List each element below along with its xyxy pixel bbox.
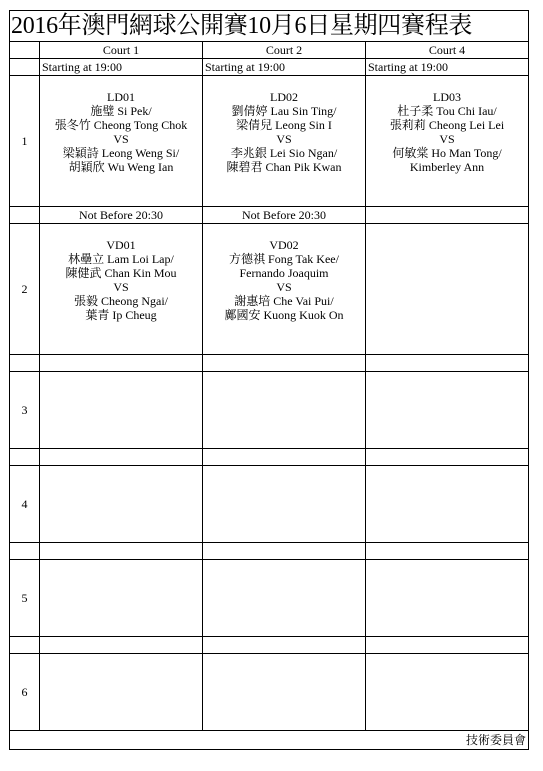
row-number: 2: [10, 224, 40, 355]
empty-match-cell: [203, 466, 366, 543]
empty-cell: [366, 637, 529, 654]
empty-match-cell: [203, 372, 366, 449]
player-line: 陳碧君 Chan Pik Kwan: [226, 160, 342, 174]
not-before-note-court-1: Not Before 20:30: [40, 207, 203, 224]
gap-row: [10, 637, 529, 654]
player-line: 梁倩兒 Leong Sin I: [236, 118, 332, 132]
empty-match-cell: [366, 466, 529, 543]
player-line: 梁穎詩 Leong Weng Si/: [62, 146, 180, 160]
empty-match-cell: [40, 466, 203, 543]
player-line: Fernando Joaquim: [239, 266, 329, 280]
match-row-2: [10, 224, 529, 355]
versus-label: VS: [439, 132, 455, 146]
court-header-4: Court 4: [366, 42, 529, 59]
court-header-2: Court 2: [203, 42, 366, 59]
empty-match-cell: [366, 560, 529, 637]
match-cell-ld02: [203, 76, 366, 207]
row-number: 3: [10, 372, 40, 449]
empty-cell: [366, 355, 529, 372]
court-header-row: [10, 42, 529, 59]
player-line: 陳健武 Chan Kin Mou: [65, 266, 177, 280]
schedule-table: [9, 10, 529, 750]
empty-cell: [40, 355, 203, 372]
empty-match-cell: [366, 224, 529, 355]
player-line: 劉倩婷 Lau Sin Ting/: [231, 104, 337, 118]
start-time-row: [10, 59, 529, 76]
empty-cell: [10, 449, 40, 466]
start-time-court-2: Starting at 19:00: [203, 59, 366, 76]
player-line: 葉青 Ip Cheug: [85, 308, 157, 322]
player-line: 胡穎欣 Wu Weng Ian: [68, 160, 174, 174]
player-line: 張莉莉 Cheong Lei Lei: [389, 118, 505, 132]
match-id: LD02: [270, 90, 298, 104]
empty-cell: [40, 543, 203, 560]
gap-row: [10, 355, 529, 372]
empty-match-cell: [203, 654, 366, 731]
start-time-court-1: Starting at 19:00: [40, 59, 203, 76]
player-line: 鄺國安 Kuong Kuok On: [224, 308, 344, 322]
match-id: VD01: [106, 238, 136, 252]
gap-row: [10, 543, 529, 560]
empty-match-cell: [40, 654, 203, 731]
match-cell-vd01: [40, 224, 203, 355]
empty-match-cell: [40, 560, 203, 637]
empty-cell: [203, 355, 366, 372]
empty-cell: [10, 637, 40, 654]
row-number: 6: [10, 654, 40, 731]
match-row-5: [10, 560, 529, 637]
empty-cell: [366, 543, 529, 560]
player-line: 施璧 Si Pek/: [90, 104, 152, 118]
match-row-6: [10, 654, 529, 731]
versus-label: VS: [276, 132, 292, 146]
player-line: Kimberley Ann: [409, 160, 485, 174]
corner-cell: [10, 59, 40, 76]
match-cell-vd02: [203, 224, 366, 355]
match-id: LD03: [433, 90, 462, 104]
footer-committee: 技術委員會: [10, 731, 529, 750]
empty-cell: [203, 449, 366, 466]
empty-match-cell: [203, 560, 366, 637]
empty-cell: [366, 449, 529, 466]
corner-cell: [10, 207, 40, 224]
versus-label: VS: [113, 132, 129, 146]
empty-match-cell: [366, 654, 529, 731]
empty-cell: [40, 637, 203, 654]
versus-label: VS: [113, 280, 129, 294]
page-title: 2016年澳門網球公開賽10月6日星期四賽程表: [10, 11, 529, 42]
player-line: 張冬竹 Cheong Tong Chok: [54, 118, 188, 132]
empty-match-cell: [40, 372, 203, 449]
match-id: VD02: [269, 238, 299, 252]
not-before-note-court-2: Not Before 20:30: [203, 207, 366, 224]
empty-cell: [203, 543, 366, 560]
match-cell-ld03: [366, 76, 529, 207]
player-line: 張毅 Cheong Ngai/: [74, 294, 168, 308]
match-cell-ld01: [40, 76, 203, 207]
player-line: 方德祺 Fong Tak Kee/: [229, 252, 339, 266]
empty-cell: [203, 637, 366, 654]
court-header-1: Court 1: [40, 42, 203, 59]
match-id: LD01: [107, 90, 135, 104]
player-line: 謝惠培 Che Vai Pui/: [234, 294, 334, 308]
schedule-sheet: [9, 10, 528, 750]
not-before-note-court-4: [366, 207, 529, 224]
versus-label: VS: [276, 280, 292, 294]
gap-row: [10, 449, 529, 466]
match-row-3: [10, 372, 529, 449]
match-row-4: [10, 466, 529, 543]
corner-cell: [10, 42, 40, 59]
row-number: 1: [10, 76, 40, 207]
player-line: 林壘立 Lam Loi Lap/: [68, 252, 174, 266]
match-row-1: [10, 76, 529, 207]
footer-row: [10, 731, 529, 750]
player-line: 杜子柔 Tou Chi Iau/: [397, 104, 497, 118]
empty-cell: [40, 449, 203, 466]
player-line: 李兆銀 Lei Sio Ngan/: [230, 146, 338, 160]
player-line: 何敏棠 Ho Man Tong/: [392, 146, 502, 160]
row-number: 4: [10, 466, 40, 543]
row-number: 5: [10, 560, 40, 637]
empty-match-cell: [366, 372, 529, 449]
start-time-court-4: Starting at 19:00: [366, 59, 529, 76]
note-row: [10, 207, 529, 224]
title-row: [10, 11, 529, 42]
empty-cell: [10, 543, 40, 560]
empty-cell: [10, 355, 40, 372]
